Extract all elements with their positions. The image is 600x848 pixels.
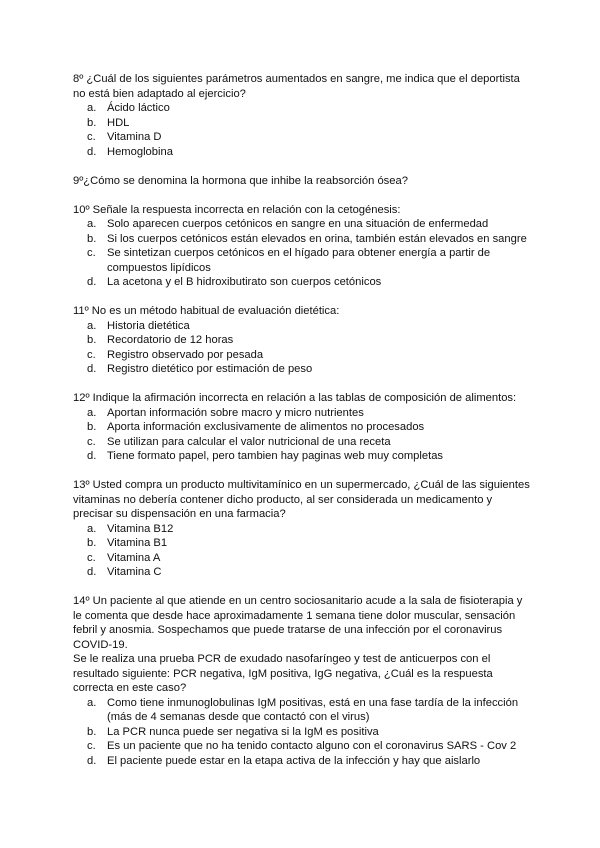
option-text: Ácido láctico (107, 102, 170, 114)
option-text: Hemoglobina (107, 145, 173, 158)
option (73, 565, 533, 580)
question-13 (73, 478, 533, 580)
option-letter: d. (87, 363, 97, 375)
option-letter: b. (87, 232, 97, 245)
option-letter: b. (87, 116, 97, 129)
option-text: Como tiene inmunoglobulinas IgM positivas, está en una fase tardía de la infección (más de 4 semanas desde que contactó con el virus) (107, 696, 519, 723)
question-10 (73, 203, 533, 290)
option-letter: c. (87, 435, 96, 448)
option-letter: d. (87, 566, 97, 578)
option (73, 754, 533, 769)
question-text: 9º¿Cómo se denomina la hormona que inhibe la reabsorción ósea? (73, 174, 408, 187)
question-8 (73, 72, 533, 159)
option (73, 333, 533, 348)
option-text: Vitamina B1 (107, 537, 168, 549)
option-letter: c. (87, 247, 96, 259)
option (73, 449, 533, 464)
option (73, 101, 533, 116)
option-text: Se sintetizan cuerpos cetónicos en el hígado para obtener energía a partir de compuestos lipídicos (107, 247, 491, 274)
option (73, 348, 533, 363)
option (73, 725, 533, 740)
option-list (73, 217, 533, 290)
option-text: Se utilizan para calcular el valor nutricional de una receta (107, 435, 391, 448)
option-letter: d. (87, 276, 97, 288)
option-list (73, 696, 533, 769)
option-text: Historia dietética (107, 319, 190, 332)
option-letter: d. (87, 145, 97, 158)
option-letter: a. (87, 522, 97, 535)
option-list (73, 319, 533, 377)
option-letter: b. (87, 421, 97, 433)
option-text: Recordatorio de 12 horas (107, 334, 234, 346)
option (73, 362, 533, 377)
question-text: 11º No es un método habitual de evaluación dietética: (73, 305, 340, 317)
option-letter: c. (87, 131, 96, 143)
option (73, 319, 533, 334)
option (73, 217, 533, 232)
option-letter: b. (87, 537, 97, 549)
question-text: 12º Indique la afirmación incorrecta en relación a las tablas de composición de alimentos: (73, 392, 517, 404)
option-list (73, 101, 533, 159)
option-text: Registro observado por pesada (107, 348, 264, 361)
option-list (73, 406, 533, 464)
option (73, 246, 533, 275)
option-letter: d. (87, 754, 97, 767)
option-text: El paciente puede estar en la etapa activa de la infección y hay que aislarlo (107, 754, 481, 767)
question-text: 10º Señale la respuesta incorrecta en relación con la cetogénesis: (73, 203, 401, 216)
option-text: Aporta información exclusivamente de alimentos no procesados (107, 421, 425, 433)
option-text: Registro dietético por estimación de peso (107, 363, 313, 375)
option-letter: c. (87, 551, 96, 564)
option-text: Vitamina D (107, 131, 162, 143)
option-letter: b. (87, 334, 97, 346)
option (73, 116, 533, 131)
option-list (73, 522, 533, 580)
option-text: Vitamina A (107, 551, 161, 564)
question-12 (73, 391, 533, 464)
question-11 (73, 304, 533, 377)
option (73, 275, 533, 290)
option-text: Tiene formato papel, pero tambien hay paginas web muy completas (107, 450, 444, 462)
question-text: 8º ¿Cuál de los siguientes parámetros aumentados en sangre, me indica que el deportista no está bien adaptado al ejercicio? (73, 73, 523, 100)
option (73, 696, 533, 725)
question-text: 13º Usted compra un producto multivitamínico en un supermercado, ¿Cuál de las siguientes vitaminas no debería contener dicho producto, al ser considerada un medicamento y precisar su dispensación en una farmacia? (73, 479, 533, 520)
option (73, 406, 533, 421)
option-letter: a. (87, 406, 97, 419)
option-letter: a. (87, 102, 97, 114)
question-9 (73, 174, 533, 189)
option-letter: c. (87, 348, 96, 361)
option-letter: a. (87, 218, 97, 230)
option (73, 145, 533, 160)
option (73, 536, 533, 551)
option-text: Vitamina B12 (107, 522, 174, 535)
option-text: La acetona y el B hidroxibutirato son cuerpos cetónicos (107, 276, 382, 288)
option-letter: c. (87, 740, 96, 752)
option (73, 739, 533, 754)
option-text: Vitamina C (107, 566, 162, 578)
option-letter: d. (87, 450, 97, 462)
option-text: Solo aparecen cuerpos cetónicos en sangre en una situación de enfermedad (107, 218, 489, 230)
option-letter: b. (87, 725, 97, 738)
option (73, 130, 533, 145)
option-letter: a. (87, 319, 97, 332)
option-letter: a. (87, 696, 97, 709)
option (73, 232, 533, 247)
option (73, 551, 533, 566)
option (73, 435, 533, 450)
option-text: La PCR nunca puede ser negativa si la IgM es positiva (107, 725, 379, 738)
question-text: 14º Un paciente al que atiende en un centro sociosanitario acude a la sala de fisioterapia y le comenta que desde hace aproximadamente 1 semana tiene dolor muscular, sensación febril y anosmia. Sospechamos que puede tratarse de una infección por el coronavirus COVID-19. (73, 595, 526, 651)
document-page (73, 72, 533, 783)
option-text: Aportan información sobre macro y micro nutrientes (107, 406, 364, 419)
option (73, 420, 533, 435)
question-text-continued: Se le realiza una prueba PCR de exudado nasofaríngeo y test de anticuerpos con el resultado siguiente: PCR negativa, IgM positiva, IgG negativa, ¿Cuál es la respuesta correcta en este caso? (73, 653, 496, 694)
option (73, 522, 533, 537)
option-text: HDL (107, 116, 130, 129)
option-text: Es un paciente que no ha tenido contacto alguno con el coronavirus SARS - Cov 2 (107, 740, 517, 752)
option-text: Si los cuerpos cetónicos están elevados en orina, también están elevados en sangre (107, 232, 527, 245)
question-14 (73, 594, 533, 768)
